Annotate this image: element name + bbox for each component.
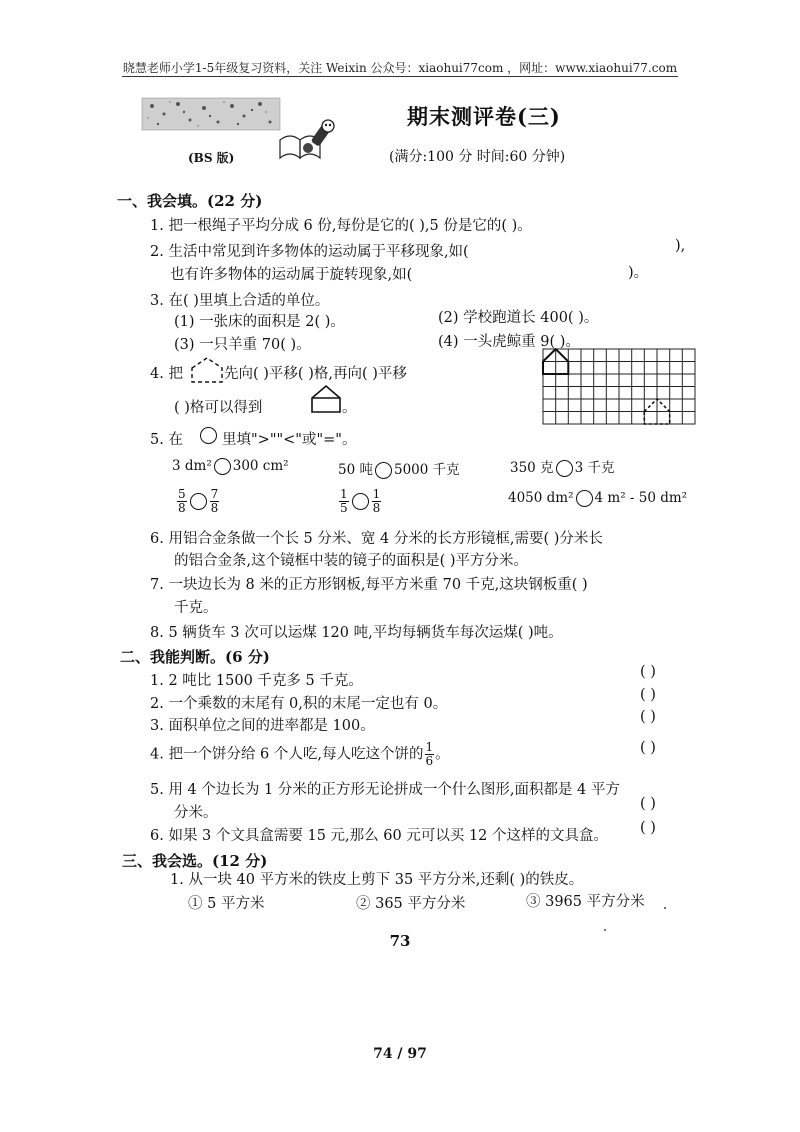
s3-q1-option-1[interactable]: ① 5 平方米 <box>188 896 265 912</box>
answer-paren-6[interactable]: ( ) <box>640 820 656 836</box>
compare-row-1a <box>172 458 289 475</box>
s2-q4: 4. 把一个饼分给 6 个人吃,每人吃这个饼的 $\frac{1}{6}$ 。 <box>150 740 450 768</box>
s3-q1-option-3[interactable]: ③ 3965 平方分米 <box>526 894 645 910</box>
s1-q7-line1: 7. 一块边长为 8 米的正方形钢板,每平方米重 70 千克,这块钢板重( ) <box>150 577 588 593</box>
answer-paren-4[interactable]: ( ) <box>640 740 656 756</box>
section-2-heading: 二、我能判断。(6 分) <box>120 648 270 666</box>
s1-q6-line2: 的铝合金条,这个镜框中装的镜子的面积是( )平方分米。 <box>174 553 529 569</box>
fraction: $\frac{5}{8}$ <box>178 487 186 515</box>
compare-row-2a <box>176 488 220 515</box>
header-rule <box>122 76 678 77</box>
s1-q4-line2: ( )格可以得到 <box>174 400 263 416</box>
s1-q8: 8. 5 辆货车 3 次可以运煤 120 吨,平均每辆货车每次运煤( )吨。 <box>150 625 563 641</box>
s1-q2-line2: 也有许多物体的运动属于旋转现象,如( <box>170 267 413 283</box>
section-1-heading: 一、我会填。(22 分) <box>117 192 263 210</box>
fraction: $\frac{1}{5}$ <box>340 487 348 515</box>
fraction: $\frac{1}{8}$ <box>372 487 381 515</box>
compare-left: 350 克 <box>510 460 554 476</box>
s2-q5-line2: 分米。 <box>174 805 218 821</box>
compare-row-2c <box>508 490 687 507</box>
s1-q5-a: 5. 在 <box>150 432 183 448</box>
s1-q1: 1. 把一根绳子平均分成 6 份,每份是它的( ),5 份是它的( )。 <box>150 218 532 234</box>
answer-paren-5[interactable]: ( ) <box>640 796 656 812</box>
section-3-heading: 三、我会选。(12 分) <box>122 852 268 870</box>
s1-q4-num: 4. 把 <box>150 366 183 382</box>
site-header: 晓慧老师小学1-5年级复习资料，关注 Weixin 公众号：xiaohui77com ，网址：www.xiaohui77.com <box>122 61 678 75</box>
compare-circle <box>214 458 231 475</box>
s2-q5-line1: 5. 用 4 个边长为 1 分米的正方形无论拼成一个什么图形,面积都是 4 平方 <box>150 782 620 798</box>
compare-circle <box>190 493 207 510</box>
edition-label: (BS 版) <box>188 151 235 165</box>
exam-meta: (满分:100 分 时间:60 分钟) <box>389 149 566 165</box>
s1-q2-line2-end: )。 <box>628 265 649 281</box>
s2-q6: 6. 如果 3 个文具盒需要 15 元,那么 60 元可以买 12 个这样的文具盒。 <box>150 828 609 844</box>
s1-q4-end: 。 <box>342 400 357 416</box>
page-counter: 74 / 97 <box>373 1046 427 1062</box>
s1-q7-line2: 千克。 <box>174 600 218 616</box>
exam-title: 期末测评卷(三) <box>407 104 561 129</box>
compare-circle <box>576 490 593 507</box>
compare-left: 3 dm² <box>172 458 212 474</box>
s1-q3-2: (2) 学校跑道长 400( )。 <box>438 310 599 326</box>
compare-left: 50 吨 <box>338 462 373 478</box>
s2-q3: 3. 面积单位之间的进率都是 100。 <box>150 718 375 734</box>
house-icon <box>310 384 342 414</box>
compare-row-1b <box>338 458 460 479</box>
compare-row-1c <box>510 456 614 477</box>
fraction: $\frac{1}{6}$ <box>425 740 434 768</box>
s1-q4-line1: 先向( )平移( )格,再向( )平移 <box>224 366 407 382</box>
compare-right: 3 千克 <box>574 460 615 476</box>
s1-q2-line1-end: ), <box>675 238 686 254</box>
answer-paren-3[interactable]: ( ) <box>640 709 656 725</box>
answer-paren-2[interactable]: ( ) <box>640 687 656 703</box>
compare-left: 4050 dm² <box>508 490 574 506</box>
s3-q1: 1. 从一块 40 平方米的铁皮上剪下 35 平方分米,还剩( )的铁皮。 <box>170 872 584 888</box>
fraction: $\frac{7}{8}$ <box>210 487 219 515</box>
s1-q3-1: (1) 一张床的面积是 2( )。 <box>174 314 345 330</box>
translation-grid <box>542 348 696 426</box>
compare-row-2b <box>338 488 382 515</box>
compare-circle <box>556 460 573 477</box>
compare-right: 300 cm² <box>232 458 289 474</box>
compare-right: 4 m² - 50 dm² <box>594 490 688 506</box>
s1-q3: 3. 在( )里填上合适的单位。 <box>150 293 330 309</box>
s1-q5-b: 里填">""<"或"="。 <box>222 432 357 448</box>
compare-circle <box>352 493 369 510</box>
scan-speck <box>664 907 666 909</box>
banner-logo <box>140 96 350 164</box>
compare-circle-icon <box>200 427 217 444</box>
s3-q1-option-2[interactable]: ② 365 平方分米 <box>356 896 466 912</box>
scan-speck <box>604 929 606 931</box>
s1-q3-3: (3) 一只羊重 70( )。 <box>174 337 311 353</box>
compare-right: 5000 千克 <box>393 462 460 478</box>
compare-circle <box>375 462 392 479</box>
s1-q6-line1: 6. 用铝合金条做一个长 5 分米、宽 4 分米的长方形镜框,需要( )分米长 <box>150 531 603 547</box>
s1-q2-line1: 2. 生活中常见到许多物体的运动属于平移现象,如( <box>150 244 469 260</box>
s2-q1: 1. 2 吨比 1500 千克多 5 千克。 <box>150 673 363 689</box>
dashed-house-icon <box>190 356 224 384</box>
s2-q2: 2. 一个乘数的末尾有 0,积的末尾一定也有 0。 <box>150 696 448 712</box>
answer-paren-1[interactable]: ( ) <box>640 664 656 680</box>
s1-q3-4: (4) 一头虎鲸重 9( )。 <box>438 334 580 350</box>
page-number: 73 <box>389 932 411 950</box>
